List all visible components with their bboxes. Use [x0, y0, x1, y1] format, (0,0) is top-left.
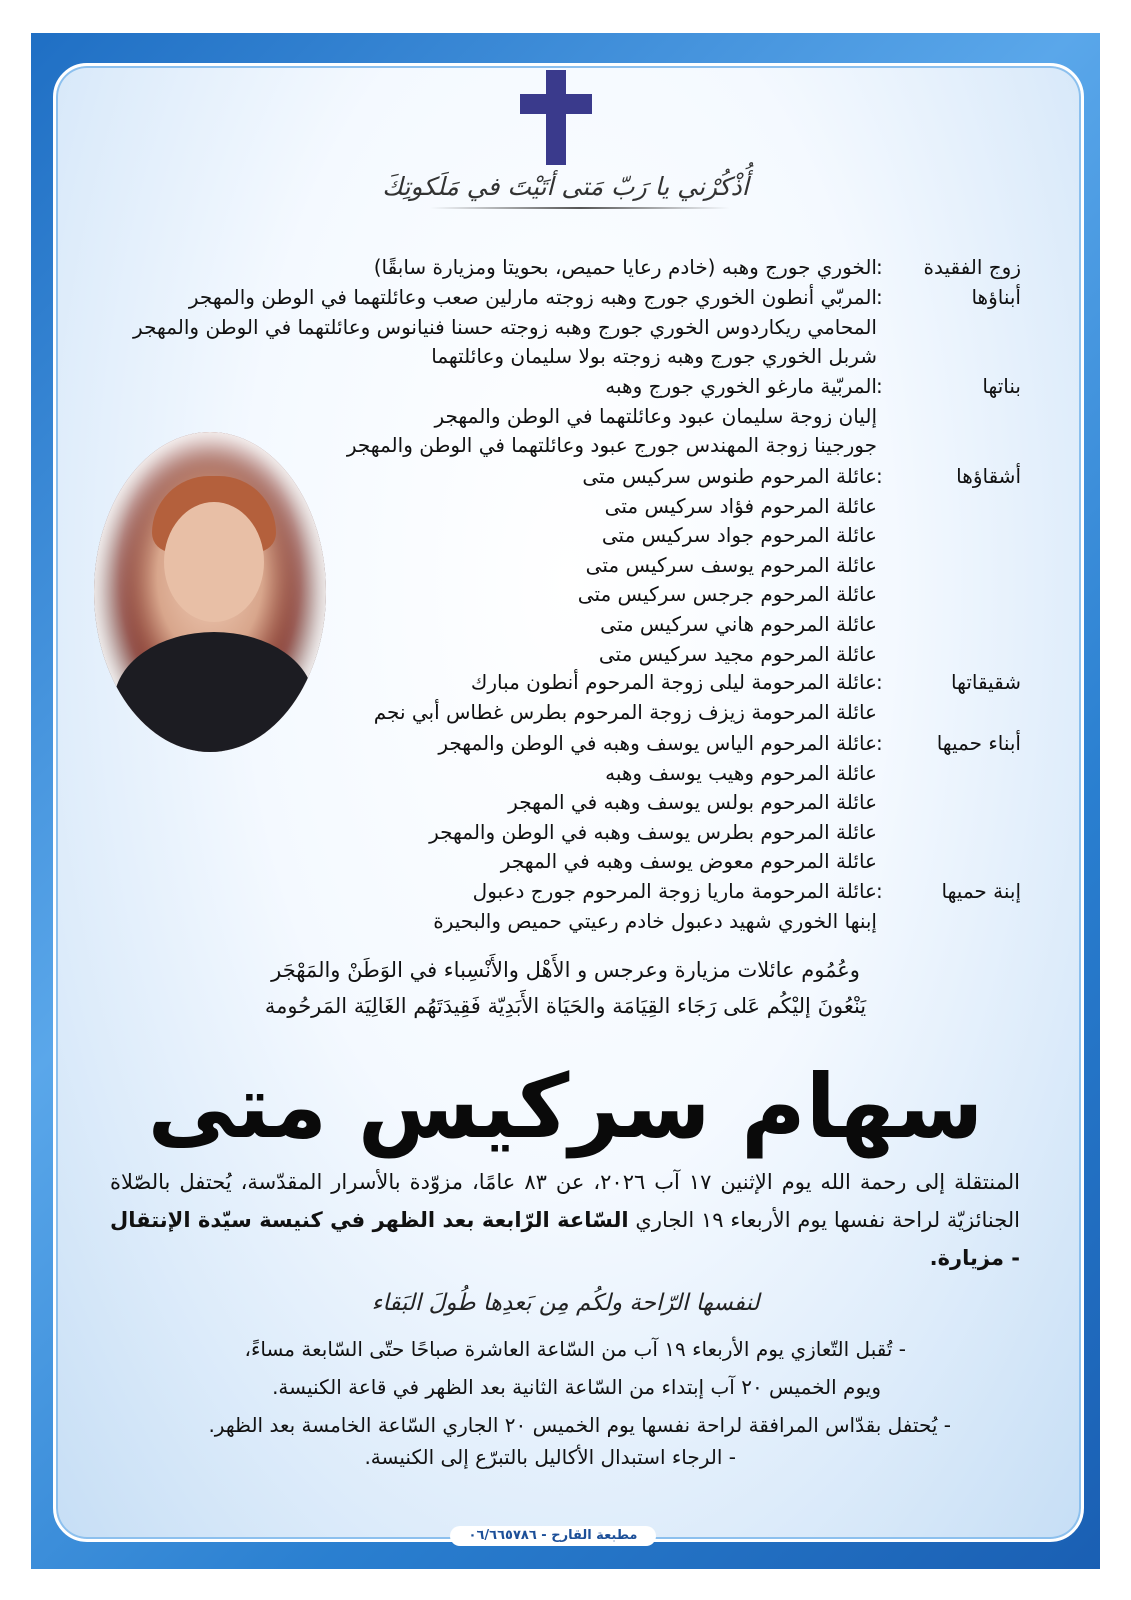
family-line-1: وعُمُوم عائلات مزيارة وعرجس و الأَهْل والأَنْسِباء في الوَطَنْ والمَهْجَر	[271, 958, 860, 982]
verse-text: أُذْكُرْني يا رَبّ مَتى أتَيْتَ في مَلَكوتِكَ	[382, 172, 749, 201]
relation-colon: :	[876, 374, 883, 398]
relation-label: أشقاؤها	[956, 464, 1021, 488]
relation-label: شقيقاتها	[951, 670, 1021, 694]
relation-line: عائلة المرحوم فؤاد سركيس متى	[604, 493, 877, 518]
announcement-part-1: المنتقلة إلى رحمة الله يوم الإثنين ١٧ آب ٢٠٢٦، عن ٨٣ عامًا، مزوّدة بالأسرار المقدّسة، يُحتفل بالصّلاة الجنائزيّة لراحة نفسها يوم الأربعاء ١٩ الجاري	[110, 1170, 1020, 1232]
note-1: - تُقبل التّعازي يوم الأربعاء ١٩ آب من السّاعة العاشرة صباحًا حتّى السّابعة مساءً،	[244, 1337, 906, 1361]
note-3: - يُحتفل بقدّاس المرافقة لراحة نفسها يوم الخميس ٢٠ الجاري السّاعة الخامسة بعد الظهر.	[208, 1413, 951, 1437]
relation-line: عائلة المرحومة ليلى زوجة المرحوم أنطون مبارك	[470, 670, 877, 694]
relation-line: المربّي أنطون الخوري جورج وهبه زوجته مارلين صعب وعائلتهما في الوطن والمهجر	[188, 285, 877, 309]
announcement-paragraph	[110, 1163, 1020, 1277]
note-2: ويوم الخميس ٢٠ آب إبتداء من السّاعة الثانية بعد الظهر في قاعة الكنيسة.	[272, 1375, 881, 1399]
relation-line: عائلة المرحوم يوسف سركيس متى	[585, 552, 877, 577]
printer-credit: مطبعة القارح - ٠٦/٦٦٥٧٨٦	[450, 1526, 656, 1546]
relation-label: بناتها	[982, 374, 1021, 398]
relation-line: المحامي ريكاردوس الخوري جورج وهبه زوجته حسنا فنيانوس وعائلتهما في الوطن والمهجر	[133, 314, 877, 339]
relation-line: عائلة المرحومة ماريا زوجة المرحوم جورج دعبول	[472, 879, 877, 903]
relation-colon: :	[876, 285, 883, 309]
cross-icon	[520, 70, 592, 165]
relation-line: عائلة المرحومة زيزف زوجة المرحوم بطرس غطاس أبي نجم	[373, 699, 877, 724]
relation-colon: :	[876, 255, 883, 279]
relation-colon: :	[876, 731, 883, 755]
deceased-name: سهام سركيس متى	[147, 1055, 984, 1158]
relation-label: أبناؤها	[971, 285, 1021, 309]
relation-line: الخوري جورج وهبه (خادم رعايا حميص، بحويتا ومزيارة سابقًا)	[373, 255, 877, 279]
relation-line: إليان زوجة سليمان عبود وعائلتهما في الوطن والمهجر	[434, 403, 877, 428]
deceased-photo	[94, 432, 326, 752]
relation-line: عائلة المرحوم بطرس يوسف وهبه في الوطن والمهجر	[429, 819, 877, 844]
relation-line: عائلة المرحوم الياس يوسف وهبه في الوطن والمهجر	[438, 731, 877, 755]
note-4: - الرجاء استبدال الأكاليل بالتبرّع إلى الكنيسة.	[364, 1445, 736, 1469]
relation-line: عائلة المرحوم بولس يوسف وهبه في المهجر	[508, 790, 877, 815]
relation-line: شربل الخوري جورج وهبه زوجته بولا سليمان وعائلتهما	[431, 344, 877, 369]
relation-line: إبنها الخوري شهيد دعبول خادم رعيتي حميص والبحيرة	[433, 908, 877, 933]
verse-underline	[430, 207, 730, 209]
relation-line: عائلة المرحوم جواد سركيس متى	[601, 523, 877, 548]
condolence-wish: لنفسها الرّاحة ولكُم مِن بَعدِها طُولَ البَقاء	[371, 1290, 760, 1316]
relation-label: أبناء حميها	[936, 731, 1021, 755]
relation-colon: :	[876, 670, 883, 694]
relation-line: عائلة المرحوم هاني سركيس متى	[600, 612, 877, 636]
relation-line: عائلة المرحوم مجيد سركيس متى	[598, 641, 877, 666]
relation-line: المربّية مارغو الخوري جورج وهبه	[605, 374, 877, 398]
relation-line: جورجينا زوجة المهندس جورج عبود وعائلتهما في الوطن والمهجر	[346, 433, 877, 458]
relation-label: إبنة حميها	[941, 879, 1021, 903]
family-line-2: يَنْعُونَ إليْكُم عَلى رَجَاء القِيَامَة والحَيَاة الأَبَدِيّة فَقِيدَتَهُم الغَالِيَة المَرحُومة	[264, 994, 867, 1018]
announcement-part-2: السّاعة الرّابعة بعد الظهر في كنيسة سيّدة الإنتقال - مزيارة.	[110, 1208, 1020, 1270]
relation-line: عائلة المرحوم معوض يوسف وهبه في المهجر	[500, 849, 877, 874]
relation-label: زوج الفقيدة	[923, 255, 1021, 279]
relation-colon: :	[876, 464, 883, 488]
relation-line: عائلة المرحوم طنوس سركيس متى	[582, 464, 877, 488]
relation-line: عائلة المرحوم وهيب يوسف وهبه	[605, 760, 877, 785]
relation-colon: :	[876, 879, 883, 903]
relation-line: عائلة المرحوم جرجس سركيس متى	[577, 582, 877, 607]
